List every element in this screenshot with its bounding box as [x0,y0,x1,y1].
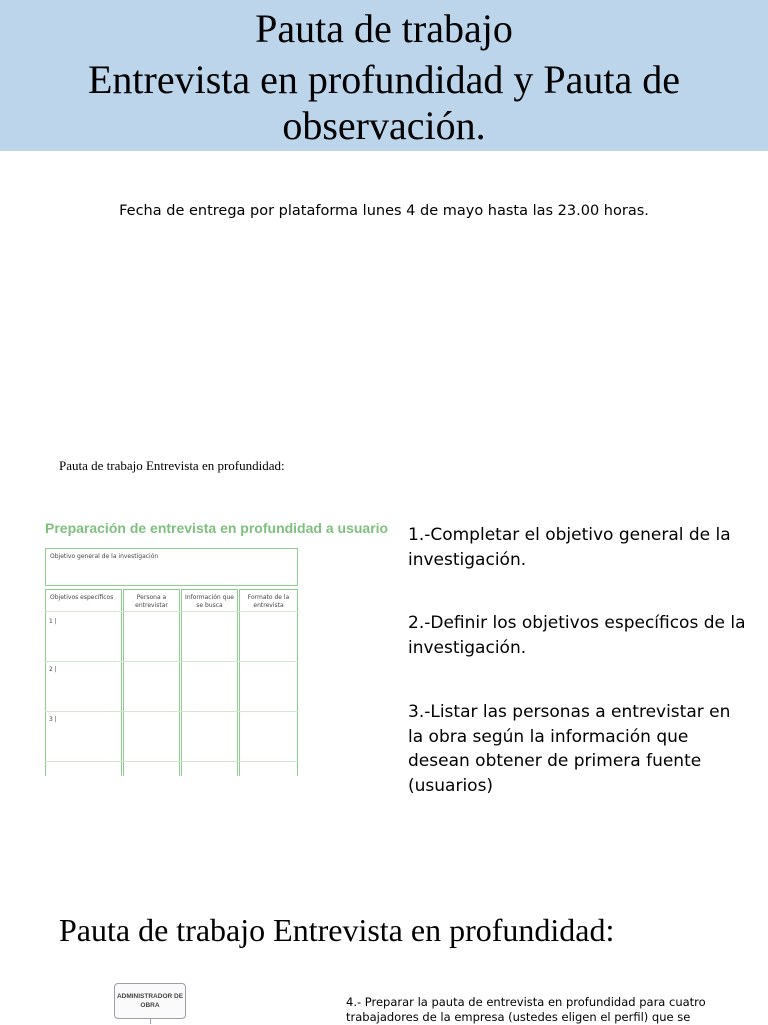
row-divider [45,761,298,762]
column-format [239,589,298,776]
section-heading: Pauta de trabajo Entrevista en profundidad: [59,912,615,948]
column-person [123,589,180,776]
column-header: Información que se busca [185,594,234,609]
table-title: Preparación de entrevista en profundidad a usuario [45,520,389,536]
step-4: 4.- Preparar la pauta de entrevista en profundidad para cuatro trabajadores de la empresa (ustedes eligen el perfil) que se [346,995,706,1024]
column-header: Persona a entrevistar [135,594,168,609]
org-chart-box: ADMINISTRADOR DE OBRA [114,983,186,1019]
step-1: 1.-Completar el objetivo general de la investigación. [408,525,731,570]
interview-prep-table [45,520,389,775]
title-line-1: Pauta de trabajo [255,6,513,51]
row-divider [45,661,298,662]
general-objective-label: Objetivo general de la investigación [50,553,159,560]
row-number: 3 | [49,716,57,723]
step-2: 2.-Definir los objetivos específicos de la investigación. [408,613,746,658]
step-3: 3.-Listar las personas a entrevistar en la obra según la información que desean obtener de primera fuente (usuarios) [408,702,731,796]
deadline-text: Fecha de entrega por plataforma lunes 4 de mayo hasta las 23.00 horas. [119,203,649,219]
section-label: Pauta de trabajo Entrevista en profundidad: [59,458,285,473]
row-divider [45,711,298,712]
column-header: Formato de la entrevista [247,594,290,609]
title-line-2: Entrevista en profundidad y Pauta de [87,57,681,102]
column-information [181,589,238,776]
title-line-3: observación. [282,103,486,148]
title-banner [0,0,768,151]
row-number: 2 | [49,666,57,673]
row-divider [45,611,298,612]
row-number: 1 | [49,618,57,625]
column-header: Objetivos específicos [50,594,114,601]
org-chart-connector [150,1019,151,1024]
general-objective-box [45,548,298,586]
